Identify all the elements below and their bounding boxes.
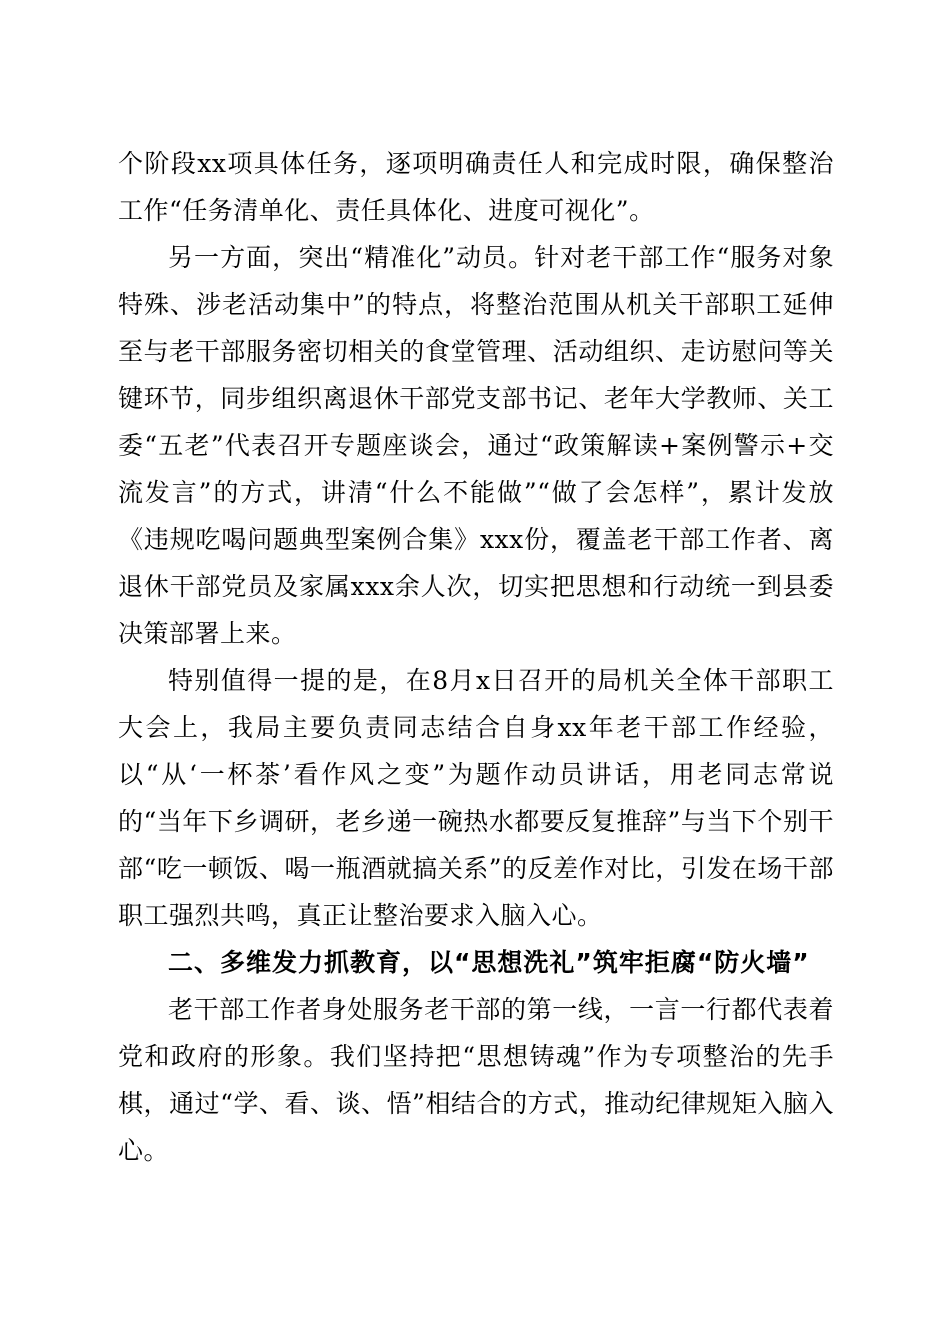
paragraph-meeting: 特别值得一提的是，在8月x日召开的局机关全体干部职工大会上，我局主要负责同志结合自身xx年老干部工作经验，以“从‘一杯茶’看作风之变”为题作动员讲话，用老同志常说的“当年下乡调研，老乡递一碗热水都要反复推辞”与当下个别干部“吃一顿饭、喝一瓶酒就搞关系”的反差作对比，引发在场干部职工强烈共鸣，真正让整治要求入脑入心。 bbox=[118, 666, 834, 930]
paragraph-section-intro: 老干部工作者身处服务老干部的第一线，一言一行都代表着党和政府的形象。我们坚持把“思想铸魂”作为专项整治的先手棋，通过“学、看、谈、悟”相结合的方式，推动纪律规矩入脑入心。 bbox=[118, 995, 834, 1165]
paragraph-continuation: 个阶段xx项具体任务，逐项明确责任人和完成时限，确保整治工作“任务清单化、责任具体化、进度可视化”。 bbox=[118, 149, 834, 225]
section-heading: 二、多维发力抓教育，以“思想洗礼”筑牢拒腐“防火墙” bbox=[168, 948, 810, 977]
document-body bbox=[118, 140, 834, 1174]
paragraph-mobilization: 另一方面，突出“精准化”动员。针对老干部工作“服务对象特殊、涉老活动集中”的特点，将整治范围从机关干部职工延伸至与老干部服务密切相关的食堂管理、活动组织、走访慰问等关键环节，同步组织离退休干部党支部书记、老年大学教师、关工委“五老”代表召开专题座谈会，通过“政策解读+案例警示+交流发言”的方式，讲清“什么不能做”“做了会怎样”，累计发放《违规吃喝问题典型案例合集》xxx份，覆盖老干部工作者、离退休干部党员及家属xxx余人次，切实把思想和行动统一到县委决策部署上来。 bbox=[118, 243, 834, 648]
